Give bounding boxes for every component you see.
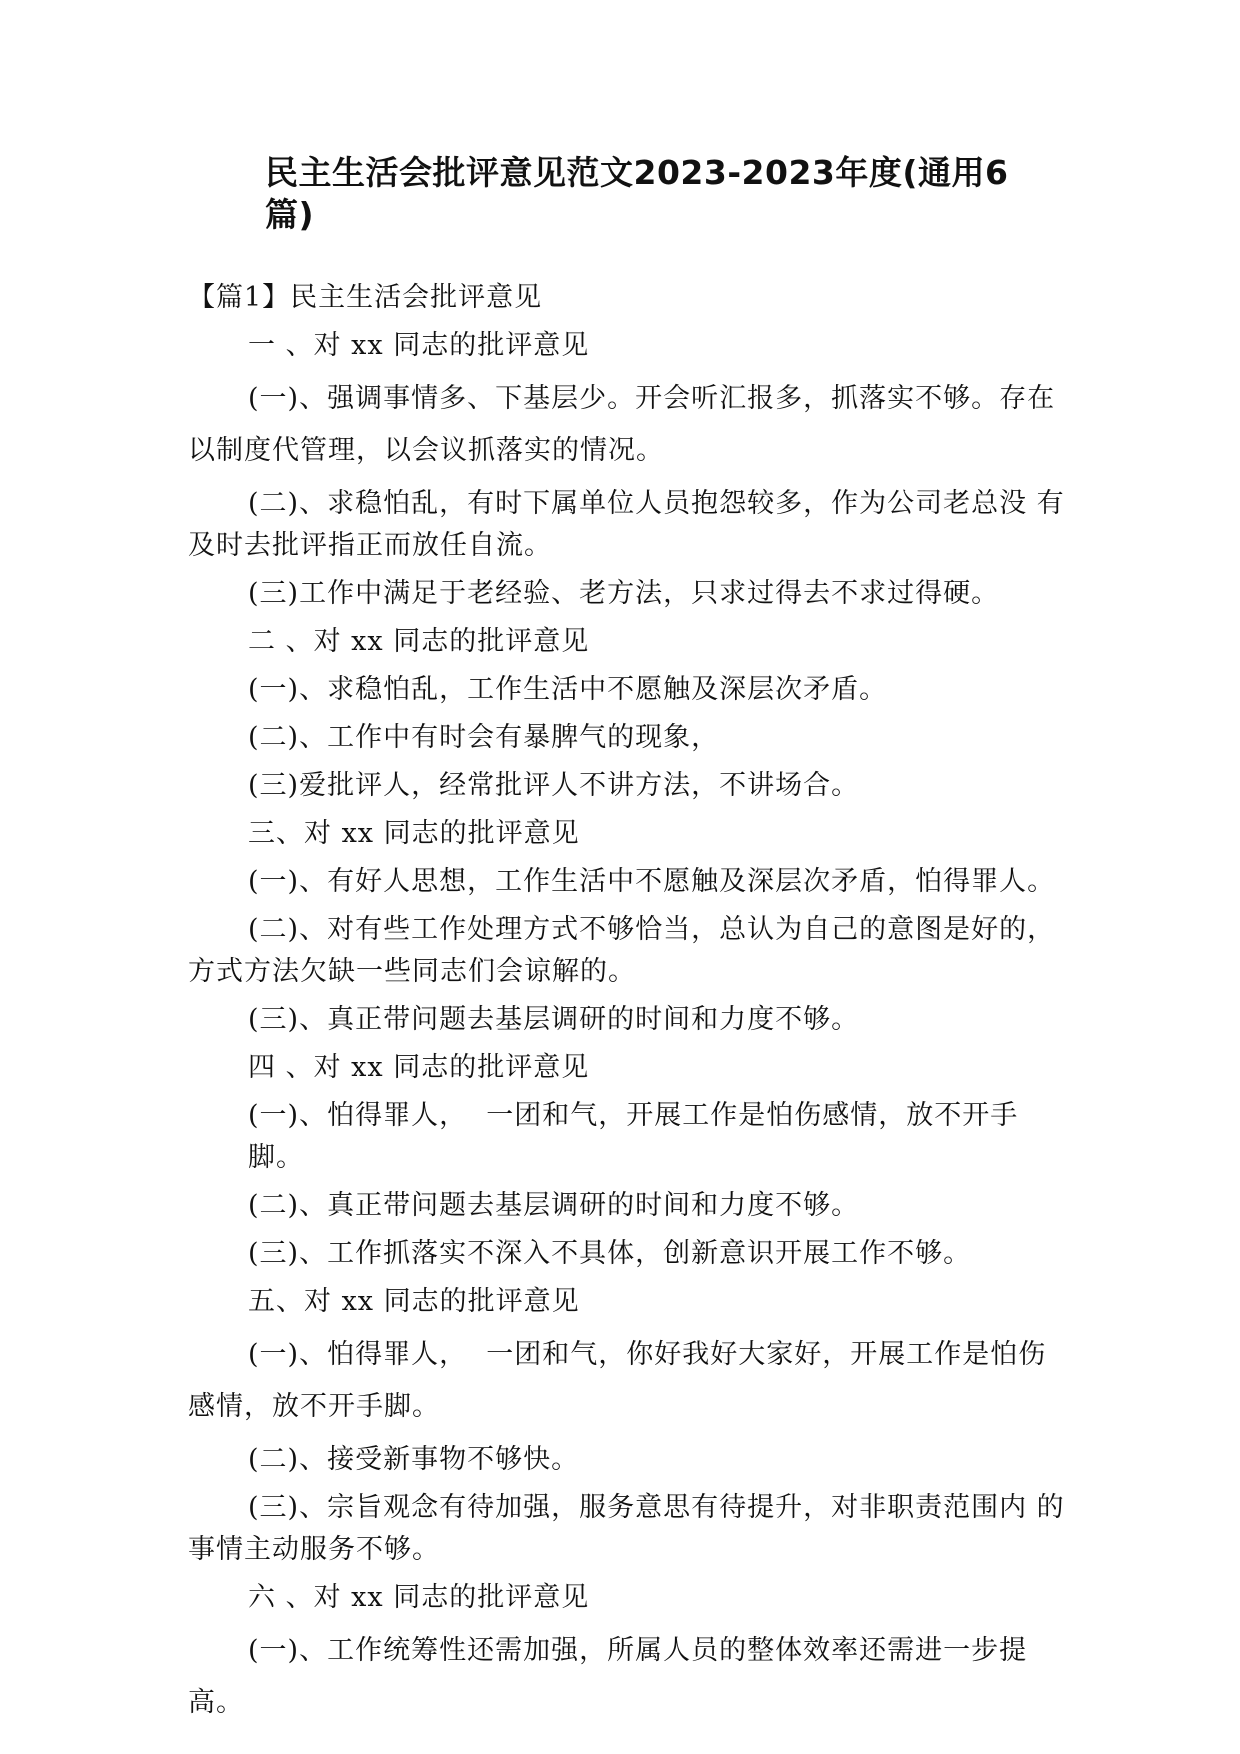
subsection-heading: 六 、对 xx 同志的批评意见 [248, 1582, 590, 1613]
paragraph: (三)工作中满足于老经验、老方法，只求过得去不求过得硬。 [248, 578, 1000, 609]
paragraph: (一)、工作统筹性还需加强，所属人员的整体效率还需进一步提高。 [188, 1635, 1028, 1718]
paragraph: (三)、真正带问题去基层调研的时间和力度不够。 [248, 1004, 860, 1035]
subsection-heading: 一 、对 xx 同志的批评意见 [248, 330, 590, 361]
document-body [188, 277, 1075, 1729]
paragraph: (二)、真正带问题去基层调研的时间和力度不够。 [248, 1190, 860, 1221]
subsection-heading: 五、对 xx 同志的批评意见 [248, 1286, 580, 1317]
subsection-heading: 四 、对 xx 同志的批评意见 [248, 1052, 590, 1083]
paragraph: (一)、求稳怕乱，工作生活中不愿触及深层次矛盾。 [248, 674, 888, 705]
subsection-heading: 二 、对 xx 同志的批评意见 [248, 626, 590, 657]
paragraph: (二)、求稳怕乱，有时下属单位人员抱怨较多，作为公司老总没 有及时去批评指正而放任自流。 [188, 488, 1065, 561]
paragraph: (一)、有好人思想，工作生活中不愿触及深层次矛盾，怕得罪人。 [248, 866, 1056, 897]
paragraph: (三)、宗旨观念有待加强，服务意思有待提升，对非职责范围内 的事情主动服务不够。 [188, 1492, 1065, 1565]
paragraph: (一)、怕得罪人， 一团和气，开展工作是怕伤感情，放不开手脚。 [248, 1100, 1019, 1173]
paragraph: (二)、接受新事物不够快。 [248, 1444, 580, 1475]
paragraph: (二)、对有些工作处理方式不够恰当，总认为自己的意图是好的， 方式方法欠缺一些同志们会谅解的。 [188, 914, 1075, 987]
paragraph: (二)、工作中有时会有暴脾气的现象， [248, 722, 720, 753]
subsection-heading: 三、对 xx 同志的批评意见 [248, 818, 580, 849]
paragraph: (一)、怕得罪人， 一团和气，你好我好大家好，开展工作是怕伤感情，放不开手脚。 [188, 1339, 1047, 1422]
document-title: 民主生活会批评意见范文2023-2023年度(通用6篇) [265, 153, 1009, 234]
section-heading: 【篇1】民主生活会批评意见 [188, 282, 543, 313]
paragraph: (三)、工作抓落实不深入不具体，创新意识开展工作不够。 [248, 1238, 972, 1269]
paragraph: (三)爱批评人，经常批评人不讲方法，不讲场合。 [248, 770, 860, 801]
paragraph: (一)、强调事情多、下基层少。开会听汇报多，抓落实不够。存在以制度代管理，以会议抓落实的情况。 [188, 383, 1056, 466]
